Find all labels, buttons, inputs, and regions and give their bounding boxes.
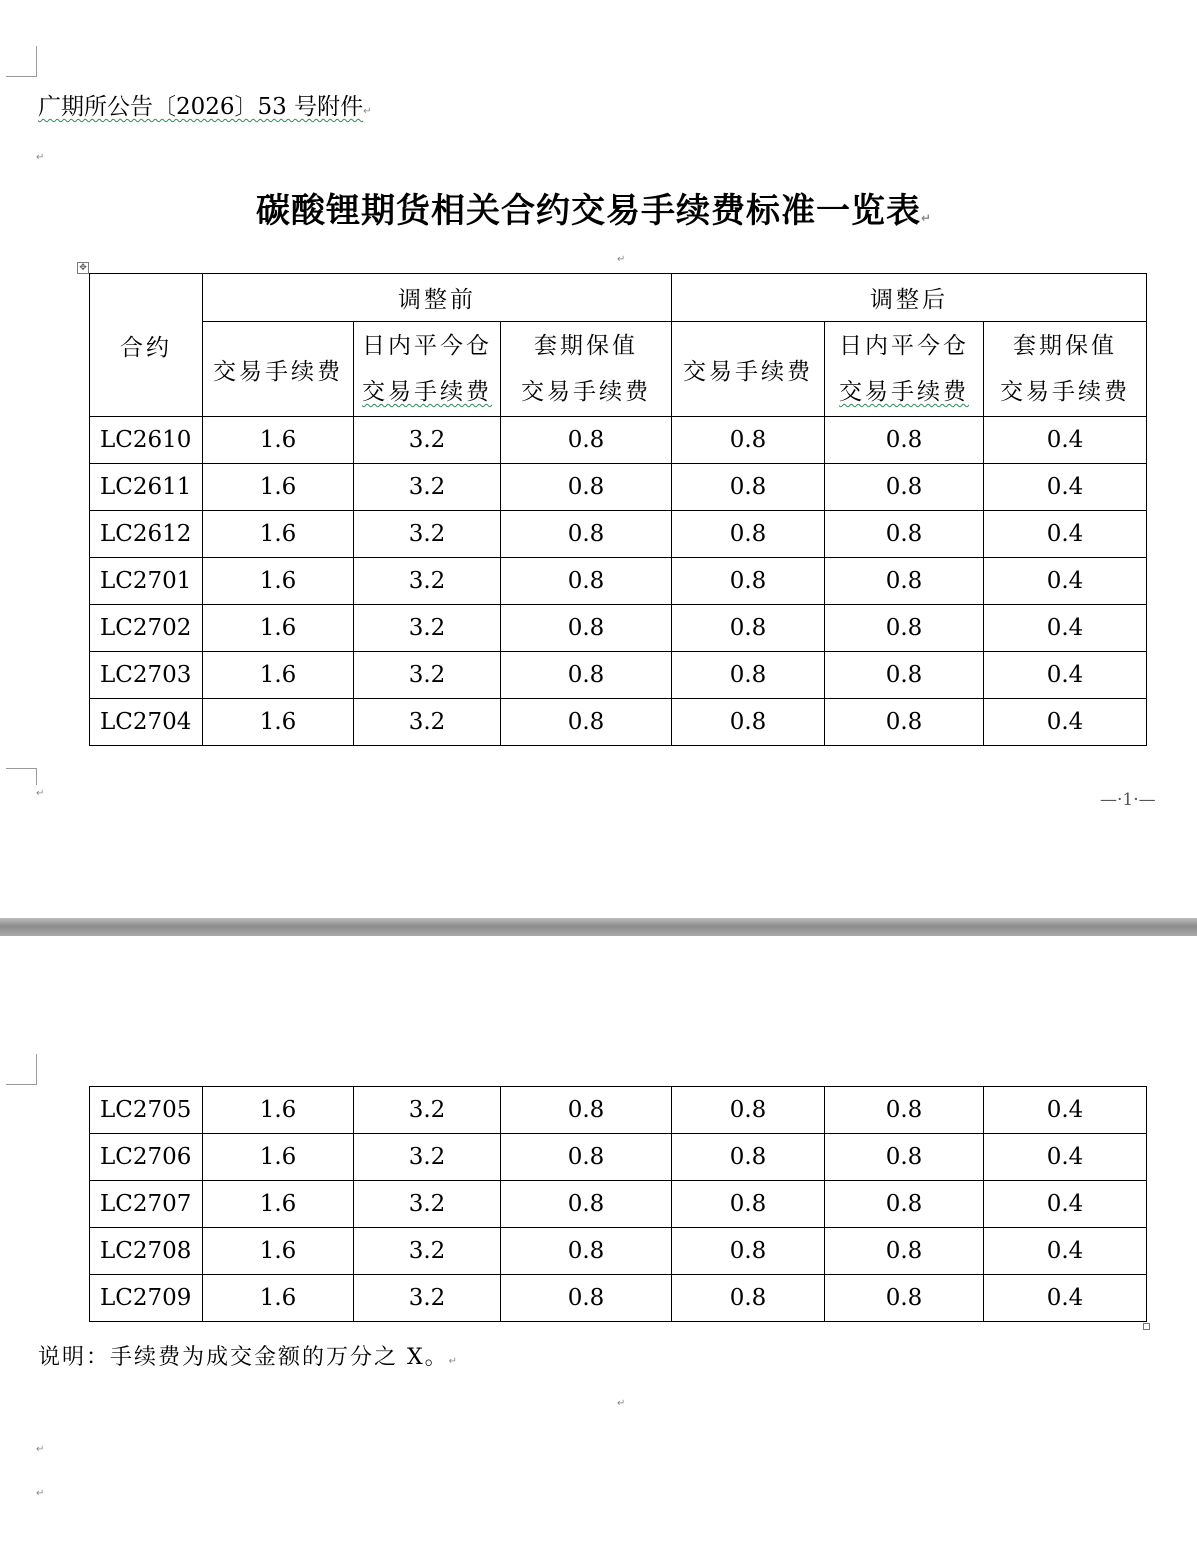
document-title[interactable] (256, 183, 932, 232)
after-hedge-fee-cell[interactable]: 0.4 (984, 1228, 1147, 1275)
contract-cell[interactable]: LC2611 (90, 464, 203, 511)
group-header-before: 调整前 (203, 274, 672, 322)
after-intraday-fee-cell[interactable]: 0.8 (825, 511, 984, 558)
after-hedge-fee-cell[interactable]: 0.4 (984, 417, 1147, 464)
table-resize-handle[interactable] (1143, 1323, 1150, 1330)
contract-cell[interactable]: LC2702 (90, 605, 203, 652)
after-trading-fee-cell[interactable]: 0.8 (672, 558, 825, 605)
page-corner-mark (6, 1054, 37, 1085)
after-hedge-fee-cell[interactable]: 0.4 (984, 1181, 1147, 1228)
after-trading-fee-cell[interactable]: 0.8 (672, 511, 825, 558)
before-hedge-fee-cell[interactable]: 0.8 (501, 1087, 672, 1134)
before-hedge-fee-cell[interactable]: 0.8 (501, 511, 672, 558)
before-trading-fee-cell[interactable]: 1.6 (203, 652, 354, 699)
fee-note[interactable] (38, 1340, 459, 1371)
fee-note-text: 说明：手续费为成交金额的万分之 X。 (38, 1345, 449, 1370)
contract-cell[interactable]: LC2701 (90, 558, 203, 605)
contract-cell[interactable]: LC2612 (90, 511, 203, 558)
after-intraday-fee-cell[interactable]: 0.8 (825, 605, 984, 652)
before-hedge-fee-cell[interactable]: 0.8 (501, 1228, 672, 1275)
table-row (90, 511, 1147, 558)
col-header-hedge-fee: 套期保值 交易手续费 (984, 322, 1147, 417)
before-hedge-fee-cell[interactable]: 0.8 (501, 1275, 672, 1322)
fee-table-page-1 (89, 273, 1147, 746)
before-trading-fee-cell[interactable]: 1.6 (203, 464, 354, 511)
after-trading-fee-cell[interactable]: 0.8 (672, 1087, 825, 1134)
before-trading-fee-cell[interactable]: 1.6 (203, 1087, 354, 1134)
col-header-hedge-fee: 套期保值 交易手续费 (501, 322, 672, 417)
before-trading-fee-cell[interactable]: 1.6 (203, 1181, 354, 1228)
contract-cell[interactable]: LC2708 (90, 1228, 203, 1275)
paragraph-mark-icon: ↵ (36, 1488, 45, 1499)
before-trading-fee-cell[interactable]: 1.6 (203, 511, 354, 558)
page-gap (0, 918, 1197, 936)
before-trading-fee-cell[interactable]: 1.6 (203, 605, 354, 652)
paragraph-mark-icon: ↵ (617, 254, 626, 265)
table-row (90, 699, 1147, 746)
before-intraday-fee-cell[interactable]: 3.2 (354, 1275, 501, 1322)
after-hedge-fee-cell[interactable]: 0.4 (984, 1134, 1147, 1181)
table-row (90, 1228, 1147, 1275)
after-trading-fee-cell[interactable]: 0.8 (672, 1228, 825, 1275)
after-intraday-fee-cell[interactable]: 0.8 (825, 464, 984, 511)
before-intraday-fee-cell[interactable]: 3.2 (354, 652, 501, 699)
after-trading-fee-cell[interactable]: 0.8 (672, 417, 825, 464)
after-trading-fee-cell[interactable]: 0.8 (672, 652, 825, 699)
after-hedge-fee-cell[interactable]: 0.4 (984, 511, 1147, 558)
before-hedge-fee-cell[interactable]: 0.8 (501, 605, 672, 652)
table-row (90, 1134, 1147, 1181)
table-row (90, 464, 1147, 511)
table-row (90, 558, 1147, 605)
after-trading-fee-cell[interactable]: 0.8 (672, 1134, 825, 1181)
before-intraday-fee-cell[interactable]: 3.2 (354, 558, 501, 605)
contract-cell[interactable]: LC2704 (90, 699, 203, 746)
after-trading-fee-cell[interactable]: 0.8 (672, 464, 825, 511)
attachment-reference[interactable] (38, 88, 372, 121)
document-title-text: 碳酸锂期货相关合约交易手续费标准一览表 (256, 191, 921, 231)
after-intraday-fee-cell[interactable]: 0.8 (825, 652, 984, 699)
after-hedge-fee-cell[interactable]: 0.4 (984, 558, 1147, 605)
col-header-trading-fee: 交易手续费 (672, 322, 825, 417)
after-hedge-fee-cell[interactable]: 0.4 (984, 1275, 1147, 1322)
paragraph-mark-icon: ↵ (363, 106, 372, 117)
after-intraday-fee-cell[interactable]: 0.8 (825, 1087, 984, 1134)
attachment-reference-text: 广期所公告〔2026〕53 号附件 (38, 94, 364, 120)
contract-cell[interactable]: LC2706 (90, 1134, 203, 1181)
before-hedge-fee-cell[interactable]: 0.8 (501, 1134, 672, 1181)
group-header-after: 调整后 (672, 274, 1147, 322)
before-intraday-fee-cell[interactable]: 3.2 (354, 699, 501, 746)
before-intraday-fee-cell[interactable]: 3.2 (354, 605, 501, 652)
paragraph-mark-icon: ↵ (36, 1444, 45, 1455)
before-intraday-fee-cell[interactable]: 3.2 (354, 1181, 501, 1228)
after-hedge-fee-cell[interactable]: 0.4 (984, 699, 1147, 746)
before-trading-fee-cell[interactable]: 1.6 (203, 558, 354, 605)
paragraph-mark-icon: ↵ (921, 211, 933, 225)
before-trading-fee-cell[interactable]: 1.6 (203, 1275, 354, 1322)
after-trading-fee-cell[interactable]: 0.8 (672, 605, 825, 652)
paragraph-mark-icon: ↵ (36, 788, 45, 799)
after-trading-fee-cell[interactable]: 0.8 (672, 1275, 825, 1322)
before-hedge-fee-cell[interactable]: 0.8 (501, 464, 672, 511)
table-row (90, 605, 1147, 652)
contract-cell[interactable]: LC2705 (90, 1087, 203, 1134)
before-trading-fee-cell[interactable]: 1.6 (203, 417, 354, 464)
after-intraday-fee-cell[interactable]: 0.8 (825, 699, 984, 746)
page-corner-mark (6, 768, 37, 785)
after-intraday-fee-cell[interactable]: 0.8 (825, 558, 984, 605)
col-header-intraday-fee: 日内平今仓 交易手续费 (354, 322, 501, 417)
table-row (90, 1181, 1147, 1228)
col-header-trading-fee: 交易手续费 (203, 322, 354, 417)
contract-cell[interactable]: LC2703 (90, 652, 203, 699)
before-hedge-fee-cell[interactable]: 0.8 (501, 417, 672, 464)
after-trading-fee-cell[interactable]: 0.8 (672, 699, 825, 746)
after-trading-fee-cell[interactable]: 0.8 (672, 1181, 825, 1228)
after-intraday-fee-cell[interactable]: 0.8 (825, 1228, 984, 1275)
before-intraday-fee-cell[interactable]: 3.2 (354, 464, 501, 511)
after-intraday-fee-cell[interactable]: 0.8 (825, 417, 984, 464)
before-intraday-fee-cell[interactable]: 3.2 (354, 1134, 501, 1181)
after-hedge-fee-cell[interactable]: 0.4 (984, 605, 1147, 652)
before-intraday-fee-cell[interactable]: 3.2 (354, 1087, 501, 1134)
before-intraday-fee-cell[interactable]: 3.2 (354, 1228, 501, 1275)
table-row (90, 417, 1147, 464)
page-number: —·1·— (1100, 790, 1156, 810)
before-intraday-fee-cell[interactable]: 3.2 (354, 511, 501, 558)
contract-cell[interactable]: LC2709 (90, 1275, 203, 1322)
col-header-intraday-fee: 日内平今仓 交易手续费 (825, 322, 984, 417)
table-row (90, 652, 1147, 699)
table-row (90, 1275, 1147, 1322)
fee-table-page-2 (89, 1086, 1147, 1322)
contract-cell[interactable]: LC2707 (90, 1181, 203, 1228)
after-intraday-fee-cell[interactable]: 0.8 (825, 1134, 984, 1181)
paragraph-mark-icon: ↵ (36, 152, 45, 163)
paragraph-mark-icon: ↵ (448, 1356, 460, 1367)
after-intraday-fee-cell[interactable]: 0.8 (825, 1275, 984, 1322)
before-hedge-fee-cell[interactable]: 0.8 (501, 1181, 672, 1228)
before-trading-fee-cell[interactable]: 1.6 (203, 699, 354, 746)
before-trading-fee-cell[interactable]: 1.6 (203, 1134, 354, 1181)
before-hedge-fee-cell[interactable]: 0.8 (501, 652, 672, 699)
after-hedge-fee-cell[interactable]: 0.4 (984, 464, 1147, 511)
before-hedge-fee-cell[interactable]: 0.8 (501, 699, 672, 746)
before-intraday-fee-cell[interactable]: 3.2 (354, 417, 501, 464)
after-intraday-fee-cell[interactable]: 0.8 (825, 1181, 984, 1228)
contract-cell[interactable]: LC2610 (90, 417, 203, 464)
after-hedge-fee-cell[interactable]: 0.4 (984, 652, 1147, 699)
paragraph-mark-icon: ↵ (617, 1398, 626, 1409)
before-trading-fee-cell[interactable]: 1.6 (203, 1228, 354, 1275)
table-row (90, 1087, 1147, 1134)
after-hedge-fee-cell[interactable]: 0.4 (984, 1087, 1147, 1134)
page-corner-mark (6, 46, 37, 77)
before-hedge-fee-cell[interactable]: 0.8 (501, 558, 672, 605)
contract-header: 合约 (90, 274, 203, 417)
table-move-handle-icon[interactable]: ✥ (77, 262, 89, 274)
